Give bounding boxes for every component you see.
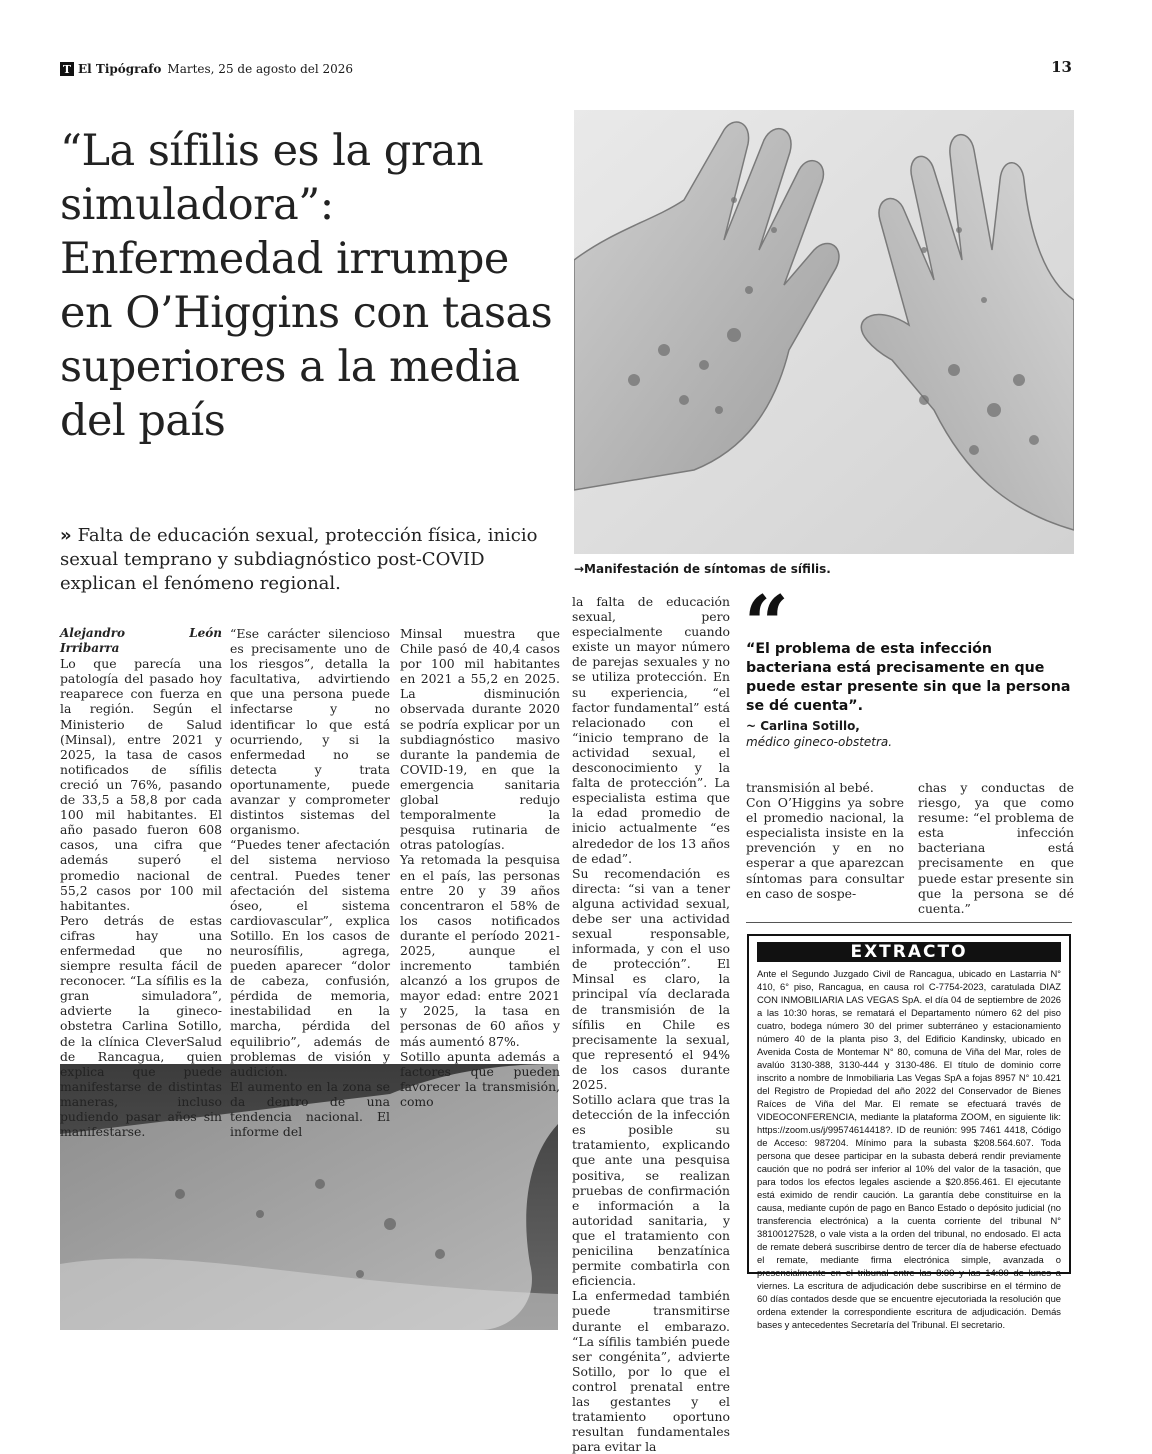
- deck-marker-icon: »: [60, 525, 72, 546]
- paragraph: Lo que parecía una patología del pasado hoy reaparece con fuerza en la región. Según el Ministerio de Salud (Minsal), entre 2021 y 2025, la tasa de casos notificados de sífilis creció un 76%, pasando de 33,5 a 58,8 por cada 100 mil habitantes. El año pasado fueron 608 casos, una cifra que además superó el promedio nacional de 55,2 casos por 100 mil habitantes.: [60, 656, 222, 913]
- byline: Alejandro León Irribarra: [60, 626, 222, 656]
- paragraph: la falta de educación sexual, pero especialmente cuando existe un mayor número de parejas sexuales y no se utiliza protección. En su experiencia, “el factor fundamental” está relacionado con el “inicio temprano de la actividad sexual, el desconocimiento y la falta de protección”. La especialista estima que la edad promedio de inicio actualmente “es alrededor de los 13 años de edad”.: [572, 594, 730, 866]
- hands-photo: [574, 110, 1074, 554]
- paragraph: “Puedes tener afectación del sistema nervioso central. Puedes tener afectación del sistema óseo, el sistema cardiovascular”, explica Sotillo. En los casos de neurosífilis, agrega, pueden aparecer “dolor de cabeza, confusión, pérdida de memoria, inestabilidad en la marcha, pérdida del equilibrio”, además de problemas de visión y audición.: [230, 837, 390, 1079]
- paragraph: Minsal muestra que Chile pasó de 40,4 casos por 100 mil habitantes en 2021 a 55,2 en 2025. La disminución observada durante 2020 se podría explicar por un subdiagnóstico masivo durante la pandemia de COVID-19, en que la emergencia sanitaria global redujo temporalmente la pesquisa rutinaria de otras patologías.: [400, 626, 560, 853]
- pull-quote: “El problema de esta infección bacteriana está precisamente en que puede estar presente sin que la persona se dé cuenta”.: [746, 641, 1071, 714]
- paragraph: El aumento en la zona se da dentro de una tendencia nacional. El informe del: [230, 1078, 390, 1140]
- article-column-1: [60, 626, 222, 1139]
- article-column-6: [918, 780, 1074, 916]
- masthead: [60, 60, 353, 78]
- legal-notice-body: Ante el Segundo Juzgado Civil de Rancagua, ubicado en Lastarria N° 410, 6° piso, Rancagua, en causa rol C-7754-2023, caratulada DIAZ CON INMOBILIARIA LAS VEGAS SpA. el día 04 de septiembre de 2026 a las 10:30 horas, se rematará el Departamento número 62 del piso cuatro, bodega número 30 del primer subterráneo y estacionamiento número 40 de la planta piso 3, del Edificio Kandinsky, ubicado en Avenida Costa de Montemar N° 80, comuna de Viña del Mar, roles de avalúo 3130-388, 3130-444 y 3130-486. El título de dominio corre inscrito a nombre de Inmobiliaria Las Vegas SpA a fojas 8957 N° 10.421 del Registro de Propiedad del año 2022 del Conservador de Bienes Raíces de Viña del Mar. El remate se efectuará través de VIDEOCONFERENCIA, mediante la plataforma ZOOM, en siguiente lik: https://zoom.us/j/99574614418?. ID de reunión: 995 7461 4418, Código de Acceso: 987204. Mínimo para la subasta $208.564.607. Toda persona que desee participar en la subasta deberá rendir previamente caución que no podrá ser inferior al 10% del valor de la tasación, que para todos los efectos legales asciende a $20.856.461. El ejecutante está eximido de rendir caución. La garantía debe constituirse en la causa, mediante cupón de pago en Banco Estado o depósito judicial (no transferencia electrónica) a la cuenta corriente del tribunal N° 38100127528, o vale vista a la orden del tribunal, no endosado. El acta de remate deberá suscribirse dentro de tercer día de haberse efectuado el remate, mediante firma electrónica simple, avanzada o presencialmente en el tribunal entre las 8:00 y las 14:00 de lunes a viernes. La escritura de adjudicación debe suscribirse en el término de 60 días contados desde que se encuentre ejecutoriada la resolución que ordena extender la correspondiente escritura de adjudicación. Demás bases y antecedentes Secretaría del Tribunal. El secretario.: [757, 968, 1061, 1330]
- paragraph: La enfermedad también puede transmitirse durante el embarazo. “La sífilis también puede ser congénita”, advierte Sotillo, por lo que el control prenatal entre las gestantes y el tratamiento oportuno resultan fundamentales para evitar la: [572, 1288, 730, 1454]
- photo-caption: →Manifestación de síntomas de sífilis.: [574, 562, 831, 576]
- newspaper-name: El Tipógrafo: [78, 62, 162, 76]
- paragraph: “Ese carácter silencioso es precisamente uno de los riesgos”, detalla la facultativa, advirtiendo que una persona puede infectarse y no identificar lo que está ocurriendo, y si la enfermedad no se detecta y trata oportunamente, puede avanzar y comprometer distintos sistemas del organismo.: [230, 626, 390, 838]
- quote-author-role: médico gineco-obstetra.: [746, 735, 893, 749]
- paragraph: transmisión al bebé.: [746, 780, 874, 795]
- article-column-4: [572, 594, 730, 1454]
- paragraph: Ya retomada la pesquisa en el país, las personas entre 20 y 39 años concentraron el 58% de los casos notificados durante el período 2021-2025, aunque el incremento también alcanzó a los grupos de mayor edad: entre 2021 y 2025, la tasa en personas de 60 años y más aumentó 87%.: [400, 852, 560, 1049]
- deck: [60, 524, 548, 596]
- paragraph: chas y conductas de riesgo, ya que como resume: “el problema de esta infección bacteriana está precisamente en que puede estar presente sin que la persona se dé cuenta.”: [918, 780, 1074, 916]
- section-divider: [746, 922, 1072, 923]
- page-number: 13: [1051, 58, 1072, 76]
- paragraph: Pero detrás de estas cifras hay una enfermedad que no siempre resulta fácil de reconocer. “La sífilis es la gran simuladora”, advierte la gineco-obstetra Carlina Sotillo, de la clínica CleverSalud de Rancagua, quien explica que puede manifestarse de distintas maneras, incluso pudiendo pasar años sin manifestarse.: [60, 912, 222, 1140]
- article-column-5: [746, 780, 904, 901]
- newspaper-logo-icon: T: [60, 62, 74, 76]
- headline: “La sífilis es la gran simuladora”: Enfermedad irrumpe en O’Higgins con tasas superiores a la media del país: [60, 126, 553, 446]
- article-column-3: [400, 626, 560, 1109]
- paragraph: Con O’Higgins ya sobre el promedio nacional, la especialista insiste en la prevención y en no esperar a que aparezcan síntomas para consultar en caso de sospe-: [746, 795, 904, 901]
- legal-notice-box: [747, 934, 1071, 1330]
- quote-author: ~ Carlina Sotillo,: [746, 719, 860, 733]
- issue-date: Martes, 25 de agosto del 2026: [167, 62, 354, 76]
- deck-text: Falta de educación sexual, protección física, inicio sexual temprano y subdiagnóstico post-COVID explican el fenómeno regional.: [60, 525, 538, 594]
- legal-notice-title: EXTRACTO: [757, 942, 1061, 962]
- paragraph: Sotillo aclara que tras la detección de la infección es posible su tratamiento, explicando que ante una pesquisa positiva, se realizan pruebas de confirmación e información a la autoridad sanitaria, y que el tratamiento con penicilina benzatínica permite combatirla con eficiencia.: [572, 1092, 730, 1289]
- paragraph: Sotillo apunta además a factores que pueden favorecer la transmisión, como: [400, 1048, 560, 1109]
- article-column-2: [230, 626, 390, 1139]
- quote-attribution: [746, 718, 892, 750]
- quote-mark-icon: “: [744, 579, 789, 670]
- paragraph: Su recomendación es directa: “si van a tener alguna actividad sexual, debe ser una actividad sexual responsable, informada, y con el uso de protección”. El Minsal es claro, la principal vía declarada de transmisión de la sífilis en Chile es precisamente la sexual, que representó el 94% de los casos durante 2025.: [572, 865, 730, 1092]
